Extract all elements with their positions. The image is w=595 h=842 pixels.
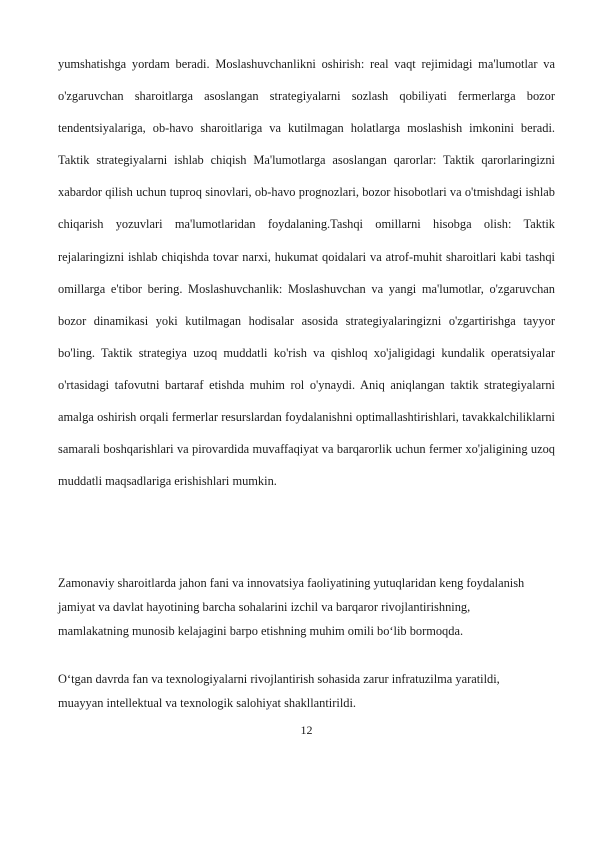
- body-paragraph-modern-science: Zamonaviy sharoitlarda jahon fani va innovatsiya faoliyatining yutuqlaridan keng foydalanish jamiyat va davlat hayotining barcha sohalarini izchil va barqaror rivojlantirishning, mamlakatning munosib kelajagini barpo etishning muhim omili bo‘lib bormoqda.: [58, 576, 525, 638]
- body-paragraph-tactical-strategy: yumshatishga yordam beradi. Moslashuvchanlikni oshirish: real vaqt rejimidagi ma'lumotlar va o'zgaruvchan sharoitlarga asoslangan strategiyalarni sozlash qobiliyati fermerlarga bozor tendentsiyalariga, ob-havo sharoitlariga va kutilmagan holatlarga moslashish imkonini beradi. Taktik strategiyalarni ishlab chiqish Ma'lumotlarga asoslangan qarorlar: Taktik qarorlaringizni xabardor qilish uchun tuproq sinovlari, ob-havo prognozlari, bozor hisobotlari va o'tmishdagi ishlab chiqarish yozuvlari ma'lumotlaridan foydalaning.Tashqi omillarni hisobga olish: Taktik rejalaringizni ishlab chiqishda tovar narxi, hukumat qoidalari va atrof-muhit sharoitlari kabi tashqi omillarga e'tibor bering. Moslashuvchanlik: Moslashuvchan va yangi ma'lumotlar, o'zgaruvchan bozor dinamikasi yoki kutilmagan hodisalar asosida strategiyalaringizni o'zgartirishga tayyor bo'ling. Taktik strategiya uzoq muddatli ko'rish va qishloq xo'jaligidagi kundalik operatsiyalar o'rtasidagi tafovutni bartaraf etishda muhim rol o'ynaydi. Aniq aniqlangan taktik strategiyalarni amalga oshirish orqali fermerlar resurslardan foydalanishni optimallashtirishlari, tavakkalchiliklarni samarali boshqarishlari va pirovardida muvaffaqiyat va barqarorlik uchun fermer xo'jaligining uzoq muddatli maqsadlariga erishishlari mumkin.: [58, 57, 555, 489]
- page-number: 12: [300, 723, 313, 737]
- body-paragraph-infrastructure: O‘tgan davrda fan va texnologiyalarni rivojlantirish sohasida zarur infratuzilma yaratildi, muayyan intellektual va texnologik salohiyat shakllantirildi.: [58, 672, 500, 710]
